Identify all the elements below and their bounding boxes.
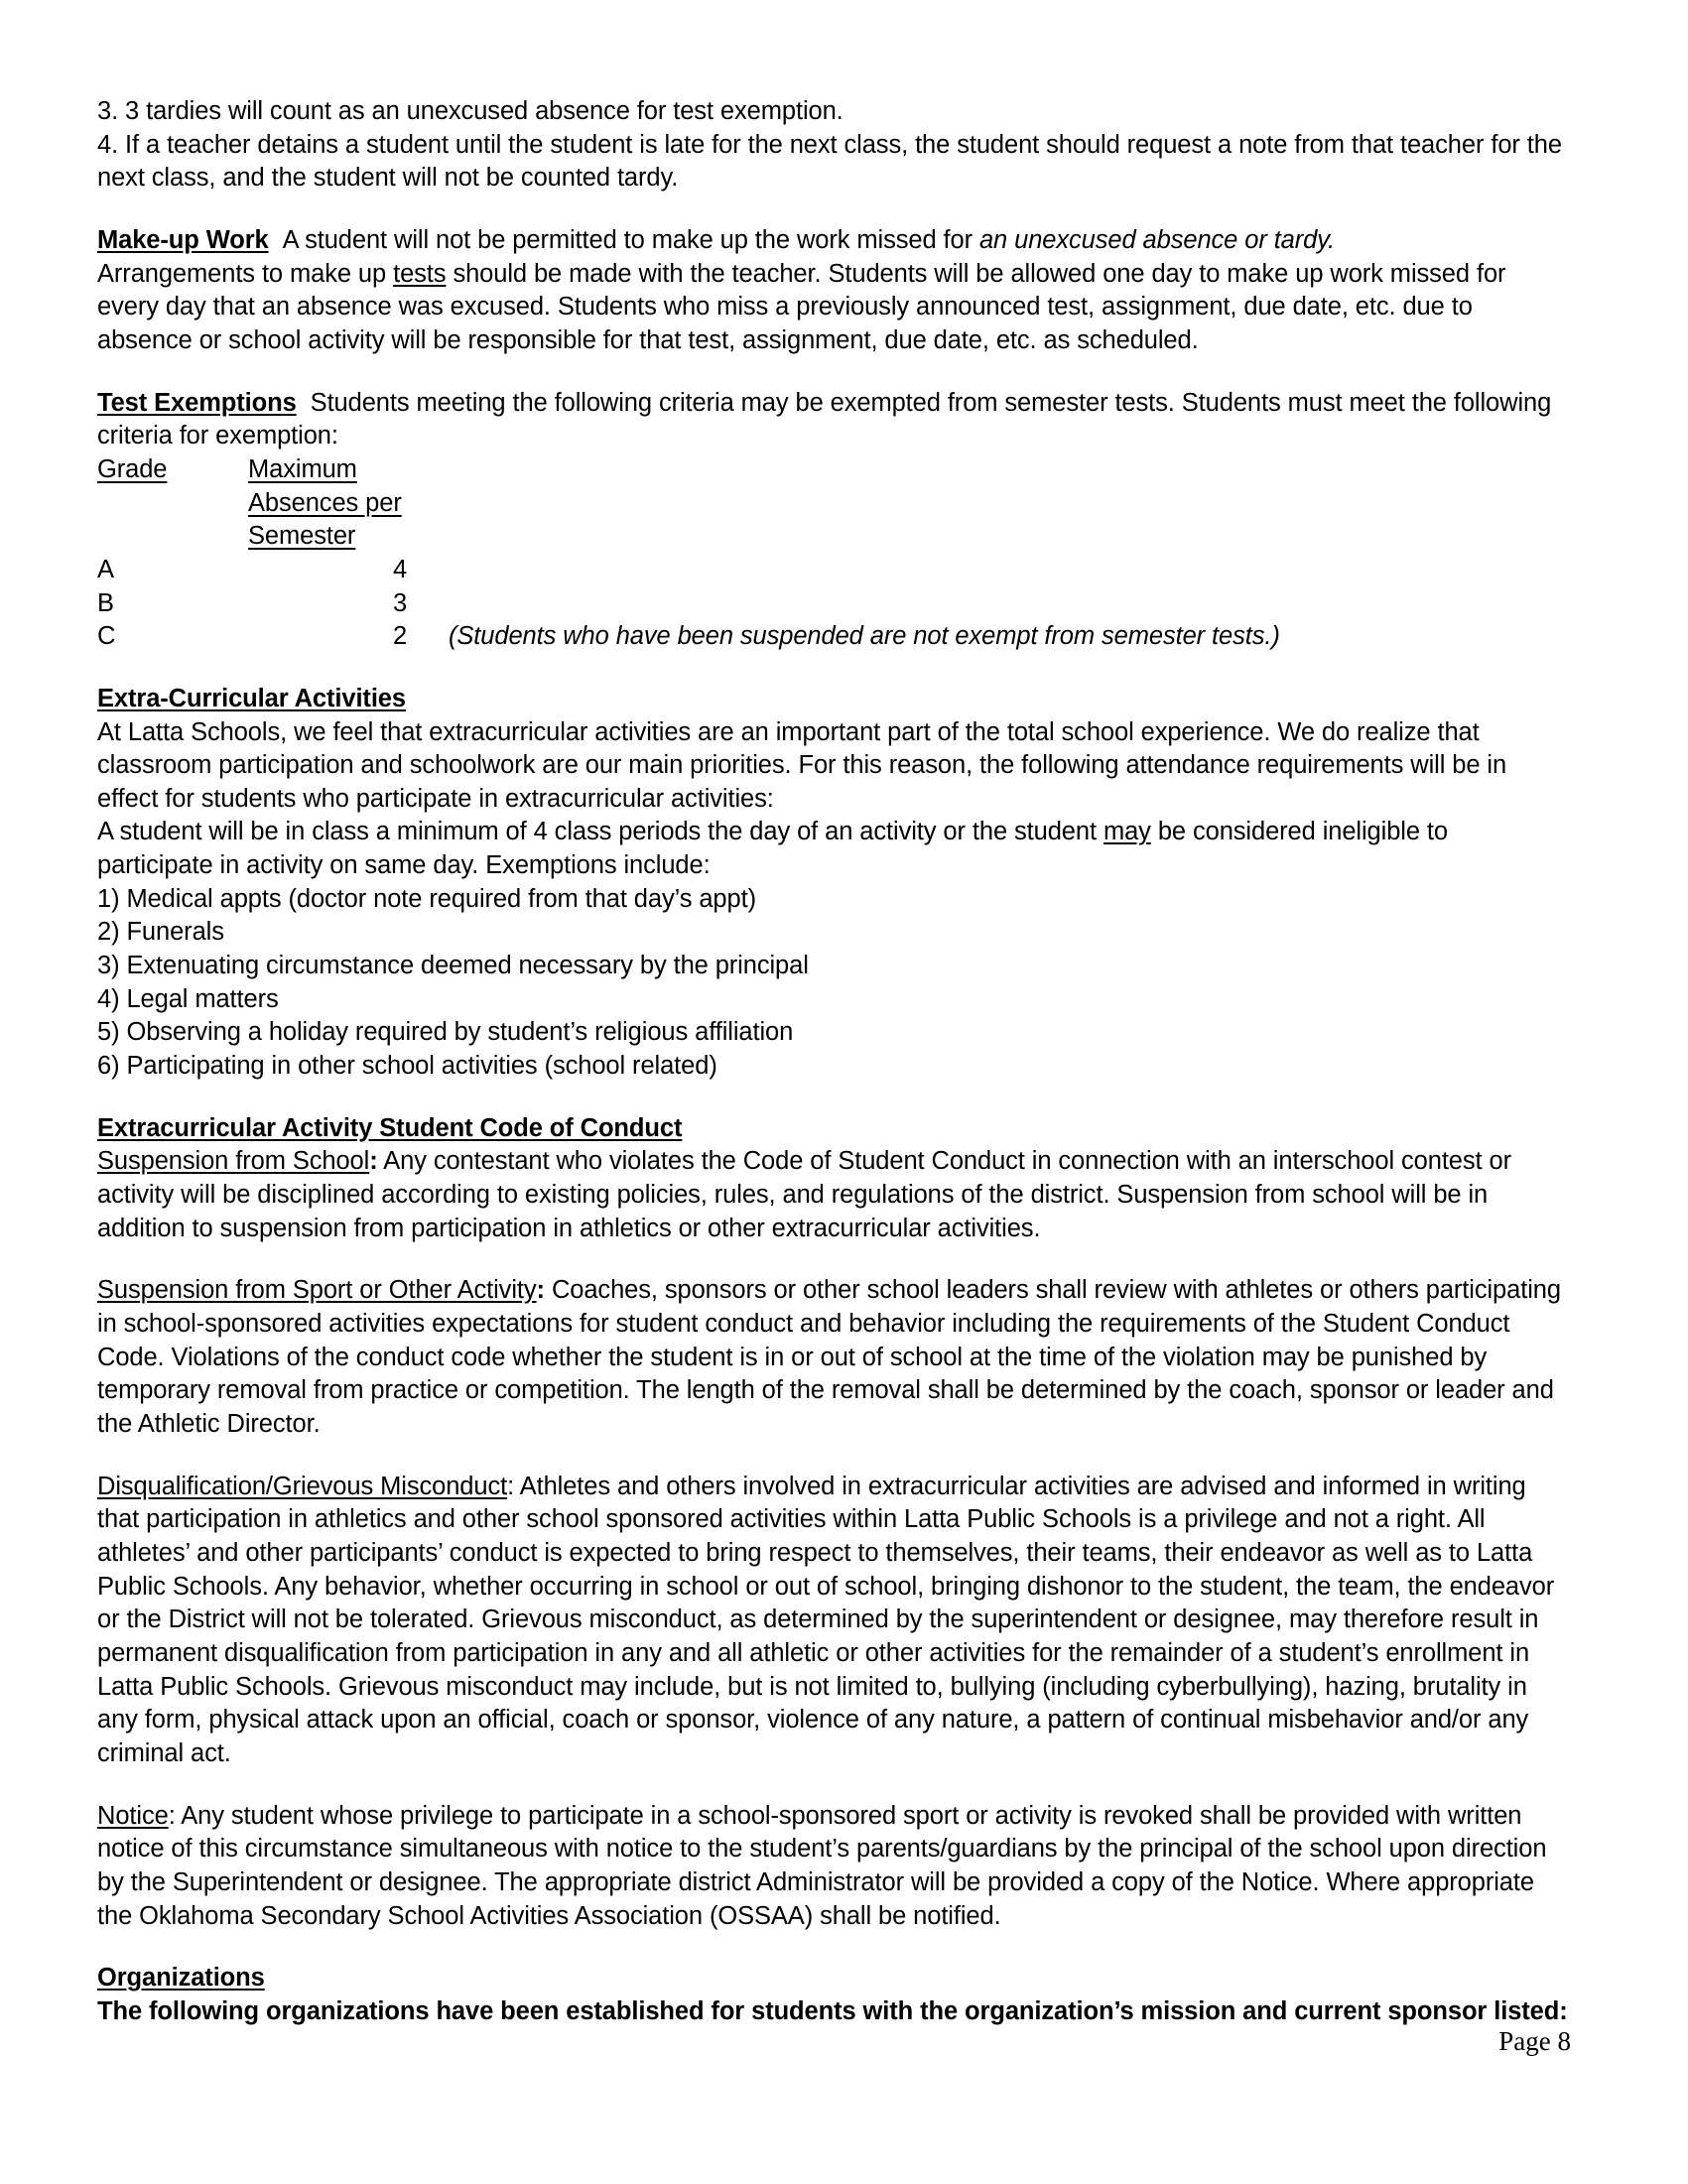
extra-curricular-para2-a: A student will be in class a minimum of 4 class periods the day of an activity or the student xyxy=(97,818,1104,846)
makeup-work-gap xyxy=(269,226,283,254)
tardy-rule-3: 3. 3 tardies will count as an unexcused absence for test exemption. xyxy=(97,97,844,125)
test-exemptions-paragraph xyxy=(97,387,1569,453)
extra-curricular-para2-b: be considered ineligible to participate in activity on same day. Exemptions include: xyxy=(97,818,1448,880)
row-note: (Students who have been suspended are not exempt from semester tests.) xyxy=(449,622,1280,651)
suspension-from-school-label: Suspension from School xyxy=(97,1147,370,1176)
row-grade: B xyxy=(97,588,114,617)
suspension-from-school-body: Any contestant who violates the Code of Student Conduct in connection with an interschool contest or activity will be disciplined according to existing policies, rules, and regulations of the district. Suspension from school will be in addition to suspension from participation in athletics or other extracurricular activities. xyxy=(97,1147,1511,1242)
row-grade: A xyxy=(97,555,114,583)
makeup-work-paragraph xyxy=(97,224,1569,258)
table-head xyxy=(97,453,1280,554)
makeup-work-lead-italic: an unexcused absence or tardy. xyxy=(978,225,1335,254)
row-note xyxy=(427,587,1280,621)
exemption-item: 4) Legal matters xyxy=(97,984,279,1013)
row-grade: C xyxy=(97,622,116,651)
exemption-item: 1) Medical appts (doctor note required from that day’s appt) xyxy=(97,884,756,913)
makeup-work-body-b: should be made with the teacher. Students will be allowed one day to make up work missed for every day that an absence was excused. Students who miss a previously announced test, assignment, due date, etc. due to absence or school activity will be responsible for that test, assignment, due date, etc. as scheduled. xyxy=(97,259,1506,354)
table-header-max-absences xyxy=(248,453,427,554)
paragraph-spacer xyxy=(97,1245,1569,1274)
exemption-item: 2) Funerals xyxy=(97,918,224,947)
suspension-from-school-paragraph xyxy=(97,1145,1569,1245)
suspension-from-sport-paragraph xyxy=(97,1274,1569,1441)
section-spacer xyxy=(97,358,1569,387)
table-header-max-absences-label: Maximum Absences per Semester xyxy=(248,454,402,551)
notice-body: Any student whose privilege to participate in a school-sponsored sport or activity is revoked shall be provided with written notice of this circumstance simultaneous with notice to the student’s parents/guardians by the principal of the school upon direction by the Superintendent or designee. The appropriate district Administrator will be provided a copy of the Notice. Where appropriate the Oklahoma Secondary School Activities Association (OSSAA) shall be notified. xyxy=(97,1801,1547,1930)
notice-label: Notice xyxy=(97,1801,169,1830)
disqualification-body: Athletes and others involved in extracurricular activities are advised and informed in writing that participation in athletics and other school sponsored activities within Latta Public Schools is a privilege and not a right. All athletes’ and other participants’ conduct is expected to bring respect to themselves, their teams, their endeavor as well as to Latta Public Schools. Any behavior, whether occurring in school or out of school, bringing dishonor to the student, the team, the endeavor or the District will not be tolerated. Grievous misconduct, as determined by the superintendent or designee, may therefore result in permanent disqualification from participation in any and all athletic or other activities for the remainder of a student’s enrollment in Latta Public Schools. Grievous misconduct may include, but is not limited to, bullying (including cyberbullying), hazing, brutality in any form, physical attack upon an official, coach or sponsor, violence of any nature, a pattern of continual misbehavior and/or any criminal act. xyxy=(97,1472,1555,1767)
suspension-from-school-separator: : xyxy=(369,1147,378,1176)
makeup-work-heading: Make-up Work xyxy=(97,225,269,254)
table-header-note xyxy=(427,453,1280,554)
notice-separator: : xyxy=(168,1801,176,1830)
paragraph-spacer xyxy=(97,1771,1569,1800)
row-note xyxy=(427,554,1280,587)
row-max-absences: 3 xyxy=(393,588,408,617)
section-spacer xyxy=(97,195,1569,224)
table-row xyxy=(97,620,1280,654)
table-row xyxy=(97,554,1280,587)
row-max-absences: 2 xyxy=(393,622,408,651)
organizations-heading: Organizations xyxy=(97,1964,265,1992)
extra-curricular-may-underline: may xyxy=(1103,818,1151,846)
exemption-item: 3) Extenuating circumstance deemed necessary by the principal xyxy=(97,952,809,980)
exemption-item: 6) Participating in other school activities (school related) xyxy=(97,1052,717,1081)
suspension-from-sport-label: Suspension from Sport or Other Activity xyxy=(97,1276,537,1305)
exemption-item: 5) Observing a holiday required by student’s religious affiliation xyxy=(97,1018,794,1047)
tardy-rule-4: 4. If a teacher detains a student until the student is late for the next class, the student should request a note from that teacher for the next class, and the student will not be counted tardy. xyxy=(97,130,1562,193)
disqualification-separator: : xyxy=(507,1472,515,1500)
extra-curricular-paragraph-2 xyxy=(97,816,1569,882)
test-exemptions-gap xyxy=(297,389,311,417)
section-spacer xyxy=(97,654,1569,683)
notice-paragraph xyxy=(97,1800,1569,1934)
makeup-work-lead: A student will not be permitted to make up the work missed for xyxy=(282,225,979,254)
table-body xyxy=(97,554,1280,654)
table-header-row xyxy=(97,453,1280,554)
test-exemption-table xyxy=(97,453,1280,654)
extra-curricular-heading: Extra-Curricular Activities xyxy=(97,684,406,712)
table-header-grade xyxy=(97,453,248,554)
section-spacer xyxy=(97,1933,1569,1962)
suspension-from-sport-separator: : xyxy=(536,1276,545,1305)
table-header-grade-label: Grade xyxy=(97,454,168,483)
paragraph-spacer xyxy=(97,1442,1569,1471)
page-number: Page 8 xyxy=(1498,2026,1571,2056)
makeup-work-body-a: Arrangements to make up xyxy=(97,259,394,288)
test-exemptions-heading: Test Exemptions xyxy=(97,388,297,417)
table-row xyxy=(97,587,1280,621)
suspension-from-sport-body: Coaches, sponsors or other school leaders shall review with athletes or others participating in school-sponsored activities expectations for student conduct and behavior including the requirements of the Student Conduct Code. Violations of the conduct code whether the student is in or out of school at the time of the violation may be punished by temporary removal from practice or competition. The length of the removal shall be determined by the coach, sponsor or leader and the Athletic Director. xyxy=(97,1276,1561,1438)
disqualification-paragraph xyxy=(97,1471,1569,1771)
test-exemptions-body: Students meeting the following criteria may be exempted from semester tests. Students must meet the following criteria for exemption: xyxy=(97,388,1552,450)
document-body xyxy=(97,95,1569,2028)
disqualification-label: Disqualification/Grievous Misconduct xyxy=(97,1472,508,1500)
organizations-intro: The following organizations have been established for students with the organization’s mission and current sponsor listed: xyxy=(97,1996,1568,2025)
row-max-absences: 4 xyxy=(393,555,408,583)
extra-curricular-paragraph-1: At Latta Schools, we feel that extracurricular activities are an important part of the total school experience. We do realize that classroom participation and schoolwork are our main priorities. For this reason, the following attendance requirements will be in effect for students who participate in extracurricular activities: xyxy=(97,717,1507,813)
makeup-work-body xyxy=(97,258,1569,358)
makeup-work-tests-underline: tests xyxy=(393,259,447,288)
code-of-conduct-heading: Extracurricular Activity Student Code of Conduct xyxy=(97,1113,683,1142)
section-spacer xyxy=(97,1084,1569,1112)
